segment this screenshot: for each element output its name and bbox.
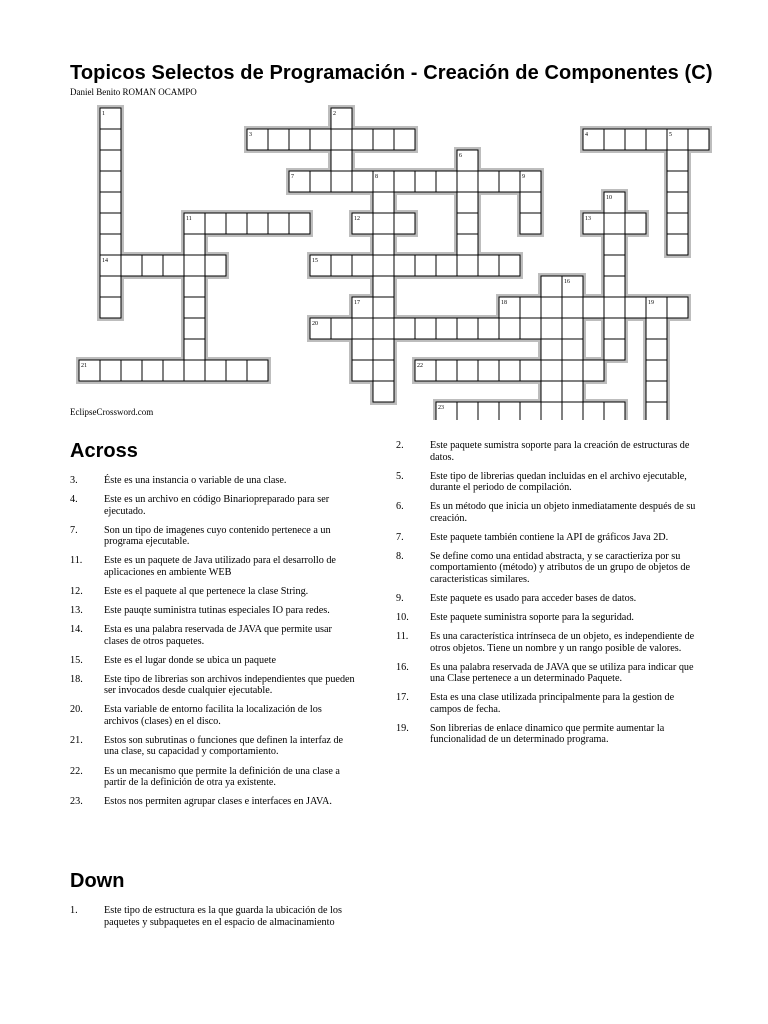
clue-text: Son librerias de enlace dinamico que permite aumentar la funcionalidad de un determinado programa. (430, 722, 665, 746)
grid-cell[interactable] (604, 213, 625, 234)
grid-cell[interactable] (499, 318, 520, 339)
grid-cell[interactable] (478, 171, 499, 192)
cell-number: 23 (438, 405, 444, 411)
down-clue (396, 692, 696, 715)
clue-text: Éste es una instancia o variable de una clase. (104, 475, 287, 486)
grid-cell[interactable] (478, 255, 499, 276)
grid-cell[interactable] (226, 213, 247, 234)
cell-number: 22 (417, 363, 423, 369)
grid-cell[interactable] (520, 318, 541, 339)
grid-cell[interactable] (604, 402, 625, 420)
grid-cell[interactable] (562, 381, 583, 402)
cell-number: 10 (606, 195, 612, 201)
cell-number: 17 (354, 300, 360, 306)
across-clue (70, 766, 355, 789)
grid-cell[interactable] (352, 360, 373, 381)
grid-cell[interactable] (205, 360, 226, 381)
grid-cell[interactable] (520, 192, 541, 213)
cell-number: 8 (375, 174, 378, 180)
grid-cell[interactable] (646, 339, 667, 360)
grid-cell[interactable] (247, 360, 268, 381)
down-clue (396, 440, 696, 463)
grid-cell[interactable] (142, 255, 163, 276)
grid-cell[interactable] (394, 213, 415, 234)
grid-cell[interactable] (520, 402, 541, 420)
grid-cell[interactable] (331, 150, 352, 171)
grid-cell[interactable] (352, 129, 373, 150)
grid-cell[interactable] (268, 213, 289, 234)
down-clue-list (70, 905, 355, 936)
grid-cell[interactable] (310, 171, 331, 192)
grid-cell[interactable] (373, 318, 394, 339)
grid-cell[interactable] (394, 255, 415, 276)
grid-cell[interactable] (604, 234, 625, 255)
down-clue (396, 551, 696, 586)
clue-text: Estos nos permiten agrupar clases e interfaces en JAVA. (104, 796, 332, 808)
clue-number: 11. (396, 631, 409, 643)
grid-cell[interactable] (688, 129, 709, 150)
grid-cell[interactable] (457, 213, 478, 234)
clue-number: 3. (70, 475, 78, 486)
across-heading: Across (70, 440, 138, 462)
across-clue (70, 796, 355, 808)
across-clue (70, 674, 355, 697)
grid-cell[interactable] (478, 360, 499, 381)
clue-number: 12. (70, 585, 83, 597)
clue-number: 21. (70, 734, 83, 746)
grid-cell[interactable] (667, 234, 688, 255)
grid-cell[interactable] (352, 339, 373, 360)
grid-cell[interactable] (583, 402, 604, 420)
grid-cell[interactable] (499, 402, 520, 420)
clue-text: Este tipo de estructura es la que guarda la ubicación de los paquetes y subpaquetes en el espacio de almacinamiento (104, 905, 342, 928)
clue-text: Es un método que inicia un objeto inmediatamente después de su creación. (430, 501, 696, 524)
cell-number: 11 (186, 216, 192, 222)
grid-cell[interactable] (646, 402, 667, 420)
grid-cell[interactable] (562, 318, 583, 339)
grid-cell[interactable] (352, 171, 373, 192)
clue-number: 14. (70, 624, 83, 636)
across-clue-list (70, 475, 355, 815)
down-heading: Down (70, 870, 125, 892)
grid-cell[interactable] (121, 255, 142, 276)
clue-text: Este paquete suministra soporte para la seguridad. (430, 612, 634, 624)
grid-cell[interactable] (667, 150, 688, 171)
grid-cell[interactable] (331, 318, 352, 339)
grid-cell[interactable] (142, 360, 163, 381)
grid-cell[interactable] (457, 255, 478, 276)
grid-cell[interactable] (184, 339, 205, 360)
grid-cell[interactable] (604, 276, 625, 297)
grid-cell[interactable] (268, 129, 289, 150)
across-clue (70, 704, 355, 727)
grid-cell[interactable] (604, 297, 625, 318)
grid-cell[interactable] (100, 213, 121, 234)
grid-cell[interactable] (373, 213, 394, 234)
grid-cell[interactable] (394, 318, 415, 339)
cell-number: 14 (102, 258, 108, 264)
grid-cell[interactable] (373, 234, 394, 255)
grid-cell[interactable] (415, 318, 436, 339)
clue-number: 4. (70, 494, 78, 506)
grid-cell[interactable] (373, 192, 394, 213)
across-clue (70, 475, 355, 487)
grid-cell[interactable] (646, 381, 667, 402)
across-clue (70, 494, 355, 517)
clue-number: 7. (396, 531, 404, 543)
grid-cell[interactable] (646, 360, 667, 381)
cell-number: 20 (312, 321, 318, 327)
grid-cell[interactable] (373, 381, 394, 402)
grid-cell[interactable] (373, 129, 394, 150)
grid-cell[interactable] (541, 381, 562, 402)
grid-cell[interactable] (184, 360, 205, 381)
across-clue (70, 655, 355, 667)
grid-cell[interactable] (499, 255, 520, 276)
grid-cell[interactable] (436, 360, 457, 381)
clue-number: 8. (396, 550, 404, 562)
grid-cell[interactable] (520, 297, 541, 318)
across-clue (70, 605, 355, 617)
grid-cell[interactable] (541, 402, 562, 420)
grid-cell[interactable] (205, 255, 226, 276)
grid-cell[interactable] (457, 318, 478, 339)
grid-cell[interactable] (100, 171, 121, 192)
grid-cell[interactable] (457, 360, 478, 381)
down-clue (396, 501, 696, 524)
grid-cell[interactable] (604, 339, 625, 360)
grid-cell[interactable] (562, 297, 583, 318)
grid-cell[interactable] (289, 129, 310, 150)
grid-cell[interactable] (331, 255, 352, 276)
across-clue (70, 525, 355, 548)
grid-cell[interactable] (667, 171, 688, 192)
grid-cell[interactable] (646, 318, 667, 339)
grid-cell[interactable] (205, 213, 226, 234)
grid-cell[interactable] (457, 234, 478, 255)
grid-cell[interactable] (667, 297, 688, 318)
grid-cell[interactable] (667, 213, 688, 234)
clue-number: 15. (70, 654, 83, 666)
clue-text: Este es el paquete al que pertenece la clase String. (104, 585, 309, 597)
grid-cell[interactable] (436, 171, 457, 192)
grid-cell[interactable] (604, 129, 625, 150)
cell-number: 4 (585, 132, 588, 138)
clue-number: 17. (396, 692, 409, 704)
grid-cell[interactable] (184, 276, 205, 297)
grid-cell[interactable] (457, 171, 478, 192)
crossword-grid (0, 0, 768, 420)
grid-cell[interactable] (352, 255, 373, 276)
grid-cell[interactable] (247, 213, 268, 234)
across-clue (70, 555, 355, 578)
across-clue (70, 586, 355, 598)
cell-number: 6 (459, 153, 462, 159)
clue-text: Este es el lugar donde se ubica un paquete (104, 654, 276, 666)
clue-text: Este paquete es usado para acceder bases de datos. (430, 592, 637, 604)
grid-cell[interactable] (625, 129, 646, 150)
grid-cell[interactable] (100, 360, 121, 381)
grid-cell[interactable] (226, 360, 247, 381)
grid-cell[interactable] (100, 192, 121, 213)
grid-cell[interactable] (562, 360, 583, 381)
clue-text: Estos son subrutinas o funciones que definen la interfaz de una clase, su capacidad y comportamiento. (104, 734, 344, 758)
cell-number: 2 (333, 111, 336, 117)
cell-number: 3 (249, 132, 252, 138)
grid-cell[interactable] (163, 360, 184, 381)
clue-text: Son un tipo de imagenes cuyo contenido pertenece a un programa ejecutable. (104, 524, 331, 548)
clue-number: 16. (396, 661, 409, 673)
cell-number: 15 (312, 258, 318, 264)
page-title: Topicos Selectos de Programación - Creación de Componentes (C) (70, 62, 713, 84)
grid-cell[interactable] (373, 297, 394, 318)
grid-cell[interactable] (457, 402, 478, 420)
grid-cell[interactable] (163, 255, 184, 276)
clue-number: 20. (70, 704, 83, 716)
clue-number: 5. (396, 470, 404, 482)
cell-number: 19 (648, 300, 654, 306)
clue-text: Este tipo de librerias son archivos independientes que pueden ser invocados desde cualquier ejecutable. (104, 673, 355, 697)
grid-cell[interactable] (352, 318, 373, 339)
grid-cell[interactable] (436, 255, 457, 276)
clue-number: 23. (70, 796, 83, 808)
grid-cell[interactable] (100, 297, 121, 318)
grid-cell[interactable] (373, 276, 394, 297)
cell-number: 21 (81, 363, 87, 369)
grid-cell[interactable] (373, 360, 394, 381)
grid-cell[interactable] (331, 129, 352, 150)
clue-text: Este pauqte suministra tutinas especiales IO para redes. (104, 604, 330, 616)
cell-number: 16 (564, 279, 570, 285)
clue-number: 11. (70, 555, 83, 567)
clue-number: 18. (70, 673, 83, 685)
grid-cell[interactable] (394, 129, 415, 150)
clue-text: Se define como una entidad abstracta, y se caractieriza por su comportamiento (método) y atributos de un grupo de objetos de caracteristicas similares. (430, 550, 691, 585)
cell-number: 13 (585, 216, 591, 222)
cell-number: 9 (522, 174, 525, 180)
grid-cell[interactable] (541, 360, 562, 381)
grid-cell[interactable] (394, 171, 415, 192)
clue-text: Este paquete también contiene la API de gráficos Java 2D. (430, 531, 669, 543)
cell-number: 18 (501, 300, 507, 306)
clue-text: Este es un paquete de Java utilizado para el desarrollo de aplicaciones en ambiente WEB (104, 555, 336, 578)
grid-cell[interactable] (100, 234, 121, 255)
grid-cell[interactable] (310, 129, 331, 150)
clue-text: Este tipo de librerias quedan incluidas en el archivo ejecutable, durante el periodo de compilación. (430, 470, 687, 494)
down-clue (396, 471, 696, 494)
grid-cell[interactable] (289, 213, 310, 234)
clue-number: 2. (396, 440, 404, 451)
grid-cell[interactable] (583, 360, 604, 381)
author-name: Daniel Benito ROMAN OCAMPO (70, 87, 197, 97)
grid-cell[interactable] (562, 402, 583, 420)
grid-cell[interactable] (541, 318, 562, 339)
clue-number: 13. (70, 604, 83, 616)
grid-cell[interactable] (100, 276, 121, 297)
grid-cell[interactable] (100, 150, 121, 171)
grid-cell[interactable] (478, 318, 499, 339)
grid-cell[interactable] (625, 213, 646, 234)
grid-cell[interactable] (520, 213, 541, 234)
grid-cell[interactable] (646, 129, 667, 150)
grid-cell[interactable] (604, 318, 625, 339)
clue-text: Esta variable de entorno facilita la localización de los archivos (clases) en el disco. (104, 704, 322, 727)
clue-number: 9. (396, 592, 404, 604)
clue-number: 7. (70, 524, 78, 536)
grid-cell[interactable] (373, 255, 394, 276)
grid-cell[interactable] (100, 129, 121, 150)
down-clue (396, 723, 696, 746)
down-clue (396, 593, 696, 605)
grid-cell[interactable] (520, 360, 541, 381)
grid-cell[interactable] (562, 339, 583, 360)
grid-cell[interactable] (625, 297, 646, 318)
clue-text: Esta es una clase utilizada principalmente para la gestion de campos de fecha. (430, 692, 675, 715)
grid-cell[interactable] (331, 171, 352, 192)
grid-cell[interactable] (583, 297, 604, 318)
clue-text: Este paquete sumistra soporte para la creación de estructuras de datos. (430, 440, 690, 463)
grid-cell[interactable] (499, 171, 520, 192)
grid-cell[interactable] (184, 255, 205, 276)
down-clue (396, 532, 696, 544)
grid-cell[interactable] (604, 255, 625, 276)
grid-cell[interactable] (499, 360, 520, 381)
credit-text: EclipseCrossword.com (70, 407, 154, 417)
grid-cell[interactable] (457, 192, 478, 213)
clue-number: 10. (396, 612, 409, 624)
cell-number: 12 (354, 216, 360, 222)
down-clue (70, 905, 355, 928)
grid-cell[interactable] (415, 171, 436, 192)
clue-text: Es una palabra reservada de JAVA que se utiliza para indicar que una Clase pertenece a un determinado Paquete. (430, 661, 694, 685)
grid-cell[interactable] (667, 192, 688, 213)
grid-cell[interactable] (184, 234, 205, 255)
grid-cell[interactable] (184, 318, 205, 339)
clue-number: 6. (396, 501, 404, 513)
cell-number: 1 (102, 111, 105, 117)
clue-text: Esta es una palabra reservada de JAVA que permite usar clases de otros paquetes. (104, 624, 332, 647)
clue-number: 1. (70, 905, 78, 916)
cell-number: 7 (291, 174, 294, 180)
grid-cell[interactable] (541, 297, 562, 318)
grid-cell[interactable] (415, 255, 436, 276)
cell-number: 5 (669, 132, 672, 138)
clue-number: 22. (70, 765, 83, 777)
down-clue (396, 631, 696, 654)
clue-text: Es una característica intrínseca de un objeto, es independiente de otros objetos. Tiene un nombre y un rango posible de valores. (430, 631, 695, 654)
grid-cell[interactable] (121, 360, 142, 381)
grid-cell[interactable] (184, 297, 205, 318)
clue-number: 19. (396, 722, 409, 734)
grid-cell[interactable] (436, 318, 457, 339)
across-clue (70, 735, 355, 758)
grid-cell[interactable] (478, 402, 499, 420)
grid-cell[interactable] (541, 339, 562, 360)
clue-text: Es un mecanismo que permite la definición de una clase a partir de la definición de otra ya existente. (104, 765, 340, 789)
across-clue (70, 624, 355, 647)
down-clue (396, 612, 696, 624)
grid-cell[interactable] (373, 339, 394, 360)
down-clue-list-continued (396, 440, 696, 754)
clue-text: Este es un archivo en código Binariopreparado para ser ejecutado. (104, 494, 330, 517)
down-clue (396, 662, 696, 685)
grid-cell[interactable] (541, 276, 562, 297)
